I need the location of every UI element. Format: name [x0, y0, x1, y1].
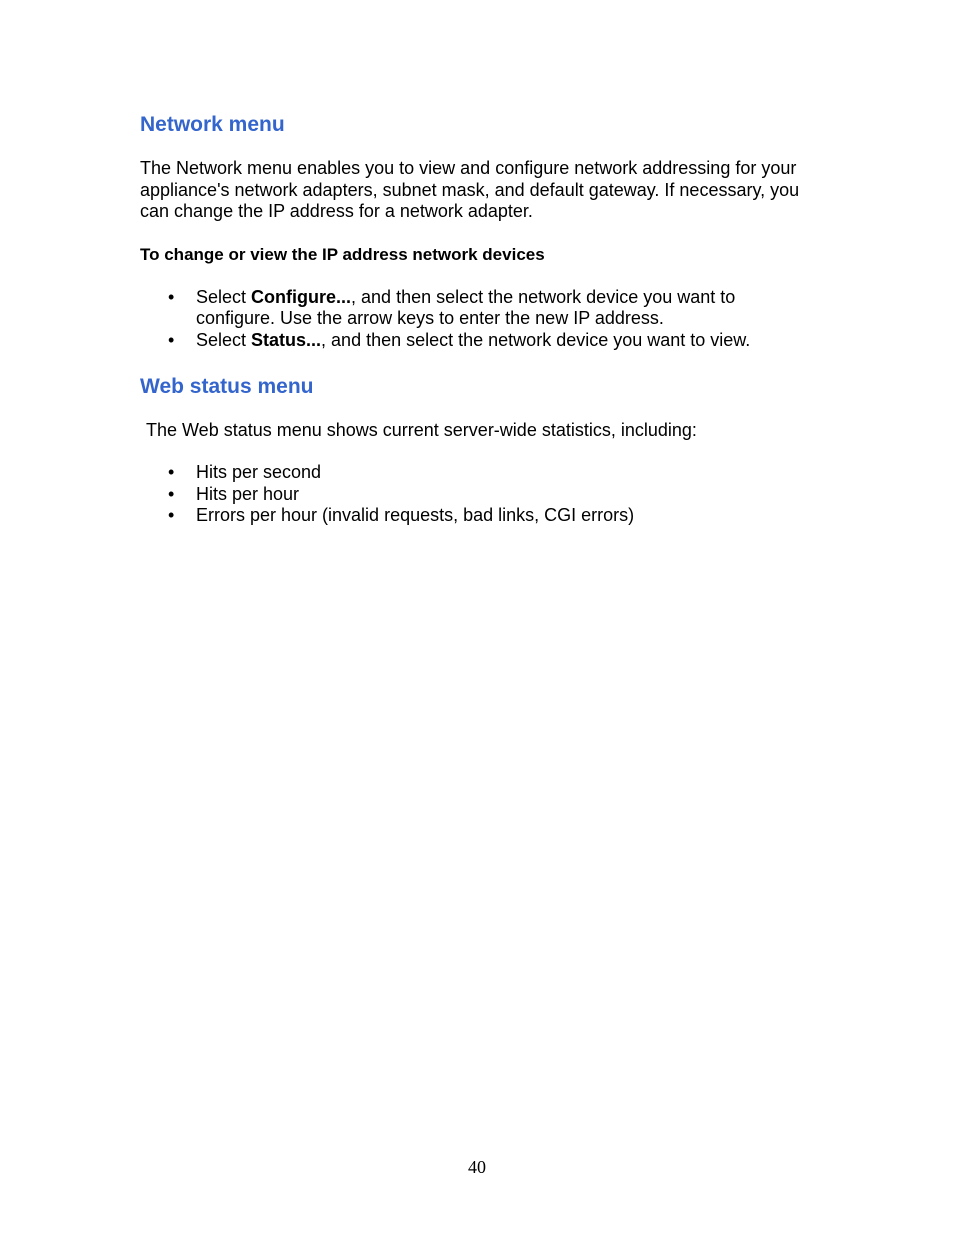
step-prefix: Select	[196, 286, 252, 307]
bullet-icon: •	[168, 329, 175, 350]
list-item	[140, 484, 800, 506]
list-item	[140, 330, 800, 352]
procedure-heading: To change or view the IP address network devices	[140, 244, 545, 264]
web-status-intro: The Web status menu shows current server-wide statistics, including:	[146, 419, 697, 440]
page-content	[140, 112, 800, 527]
bullet-icon: •	[168, 462, 175, 483]
stat-item: Errors per hour (invalid requests, bad links, CGI errors)	[196, 505, 635, 526]
page-number: 40	[468, 1157, 486, 1177]
list-item	[140, 462, 800, 484]
network-menu-heading: Network menu	[140, 113, 285, 136]
step-prefix: Select	[196, 329, 252, 350]
web-status-menu-heading: Web status menu	[140, 374, 314, 398]
step-suffix: , and then select the network device you want to view.	[321, 329, 751, 350]
web-status-items-list	[140, 462, 800, 527]
network-menu-intro: The Network menu enables you to view and configure network addressing for your appliance's network adapters, subnet mask, and default gateway. If necessary, you can change the IP address for a network adapter.	[140, 158, 800, 222]
bullet-icon: •	[168, 483, 175, 504]
network-steps-list	[140, 287, 800, 352]
step-suffix: , and then select the network device you want to configure. Use the arrow keys to enter the new IP address.	[196, 286, 736, 329]
list-item	[140, 287, 800, 330]
list-item	[140, 505, 800, 527]
status-option: Status...	[251, 329, 322, 350]
bullet-icon: •	[168, 286, 175, 307]
stat-item: Hits per second	[196, 462, 322, 483]
stat-item: Hits per hour	[196, 483, 300, 504]
bullet-icon: •	[168, 505, 175, 526]
configure-option: Configure...	[251, 286, 352, 307]
